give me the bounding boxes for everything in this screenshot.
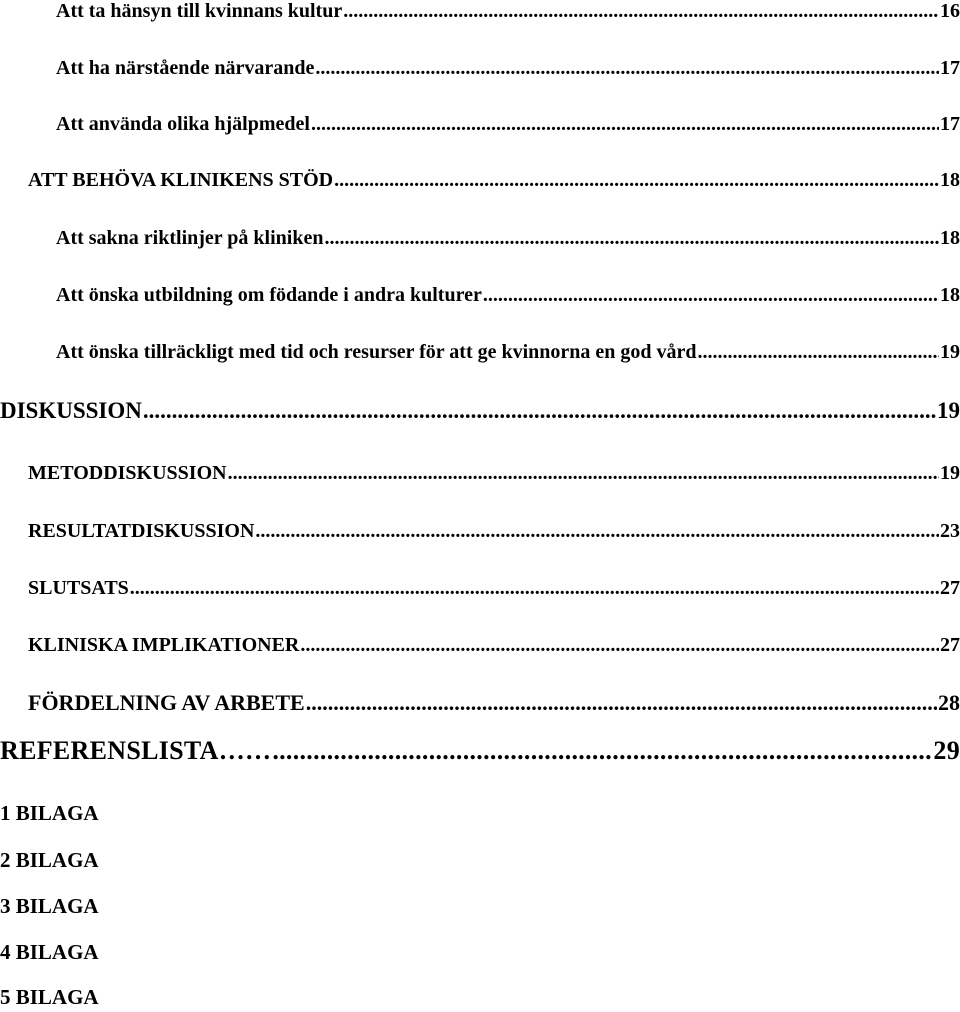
toc-entry-page: 19 <box>940 341 960 363</box>
toc-entry-page: 19 <box>937 398 960 423</box>
appendix-item[interactable]: 3 BILAGA <box>0 894 99 918</box>
appendix-item[interactable]: 2 BILAGA <box>0 848 99 872</box>
appendix-item[interactable]: 1 BILAGA <box>0 801 99 825</box>
toc-entry-title: Att önska tillräckligt med tid och resurser för att ge kvinnorna en god vård <box>56 341 697 363</box>
toc-entry-title: FÖRDELNING AV ARBETE <box>28 690 305 715</box>
dot-leader <box>311 113 939 136</box>
dot-leader <box>334 169 939 192</box>
dot-leader <box>130 577 939 600</box>
toc-entry-title: DISKUSSION <box>0 398 142 423</box>
dot-leader <box>143 398 936 424</box>
toc-entry-page: 18 <box>940 227 960 249</box>
dot-leader <box>698 341 939 364</box>
toc-entry[interactable] <box>28 577 960 600</box>
toc-entry[interactable] <box>56 227 960 250</box>
dot-leader <box>300 634 939 657</box>
toc-entry-page: 27 <box>940 577 960 599</box>
toc-entry[interactable] <box>0 736 960 766</box>
toc-entry[interactable] <box>28 169 960 192</box>
toc-entry-title: METODDISKUSSION <box>28 462 227 484</box>
dot-leader <box>483 284 939 307</box>
dot-leader <box>228 462 939 485</box>
toc-entry-page: 16 <box>940 0 960 22</box>
toc-entry-title: RESULTATDISKUSSION <box>28 520 255 542</box>
toc-entry[interactable] <box>56 57 960 80</box>
dot-leader <box>343 0 939 23</box>
toc-entry[interactable] <box>56 284 960 307</box>
toc-entry-page: 18 <box>940 284 960 306</box>
toc-entry-page: 17 <box>940 57 960 79</box>
toc-entry-page: 29 <box>933 736 960 765</box>
toc-entry-title: KLINISKA IMPLIKATIONER <box>28 634 300 656</box>
toc-entry[interactable] <box>28 634 960 657</box>
toc-entry-title: Att ta hänsyn till kvinnans kultur <box>56 0 343 22</box>
toc-entry-page: 17 <box>940 113 960 135</box>
toc-entry[interactable] <box>28 520 960 543</box>
dot-leader <box>272 736 932 766</box>
toc-entry-page: 18 <box>940 169 960 191</box>
toc-entry-title: Att önska utbildning om födande i andra kulturer <box>56 284 482 306</box>
toc-entry-page: 27 <box>940 634 960 656</box>
toc-entry[interactable] <box>28 462 960 485</box>
appendix-item[interactable]: 5 BILAGA <box>0 985 99 1009</box>
dot-leader <box>306 690 937 716</box>
toc-entry-page: 23 <box>940 520 960 542</box>
toc-entry[interactable] <box>28 690 960 716</box>
toc-entry-title: Att ha närstående närvarande <box>56 57 315 79</box>
toc-entry-title: SLUTSATS <box>28 577 129 599</box>
dot-leader <box>255 520 939 543</box>
toc-entry[interactable] <box>56 341 960 364</box>
toc-entry-title: ATT BEHÖVA KLINIKENS STÖD <box>28 169 334 191</box>
toc-entry[interactable] <box>56 0 960 23</box>
toc-entry[interactable] <box>0 398 960 424</box>
appendix-item[interactable]: 4 BILAGA <box>0 940 99 964</box>
toc-entry-title: REFERENSLISTA…… <box>0 736 272 765</box>
dot-leader <box>324 227 939 250</box>
toc-entry-title: Att sakna riktlinjer på kliniken <box>56 227 324 249</box>
toc-entry-page: 28 <box>938 690 960 715</box>
dot-leader <box>315 57 939 80</box>
toc-entry-page: 19 <box>940 462 960 484</box>
toc-entry-title: Att använda olika hjälpmedel <box>56 113 310 135</box>
toc-entry[interactable] <box>56 113 960 136</box>
